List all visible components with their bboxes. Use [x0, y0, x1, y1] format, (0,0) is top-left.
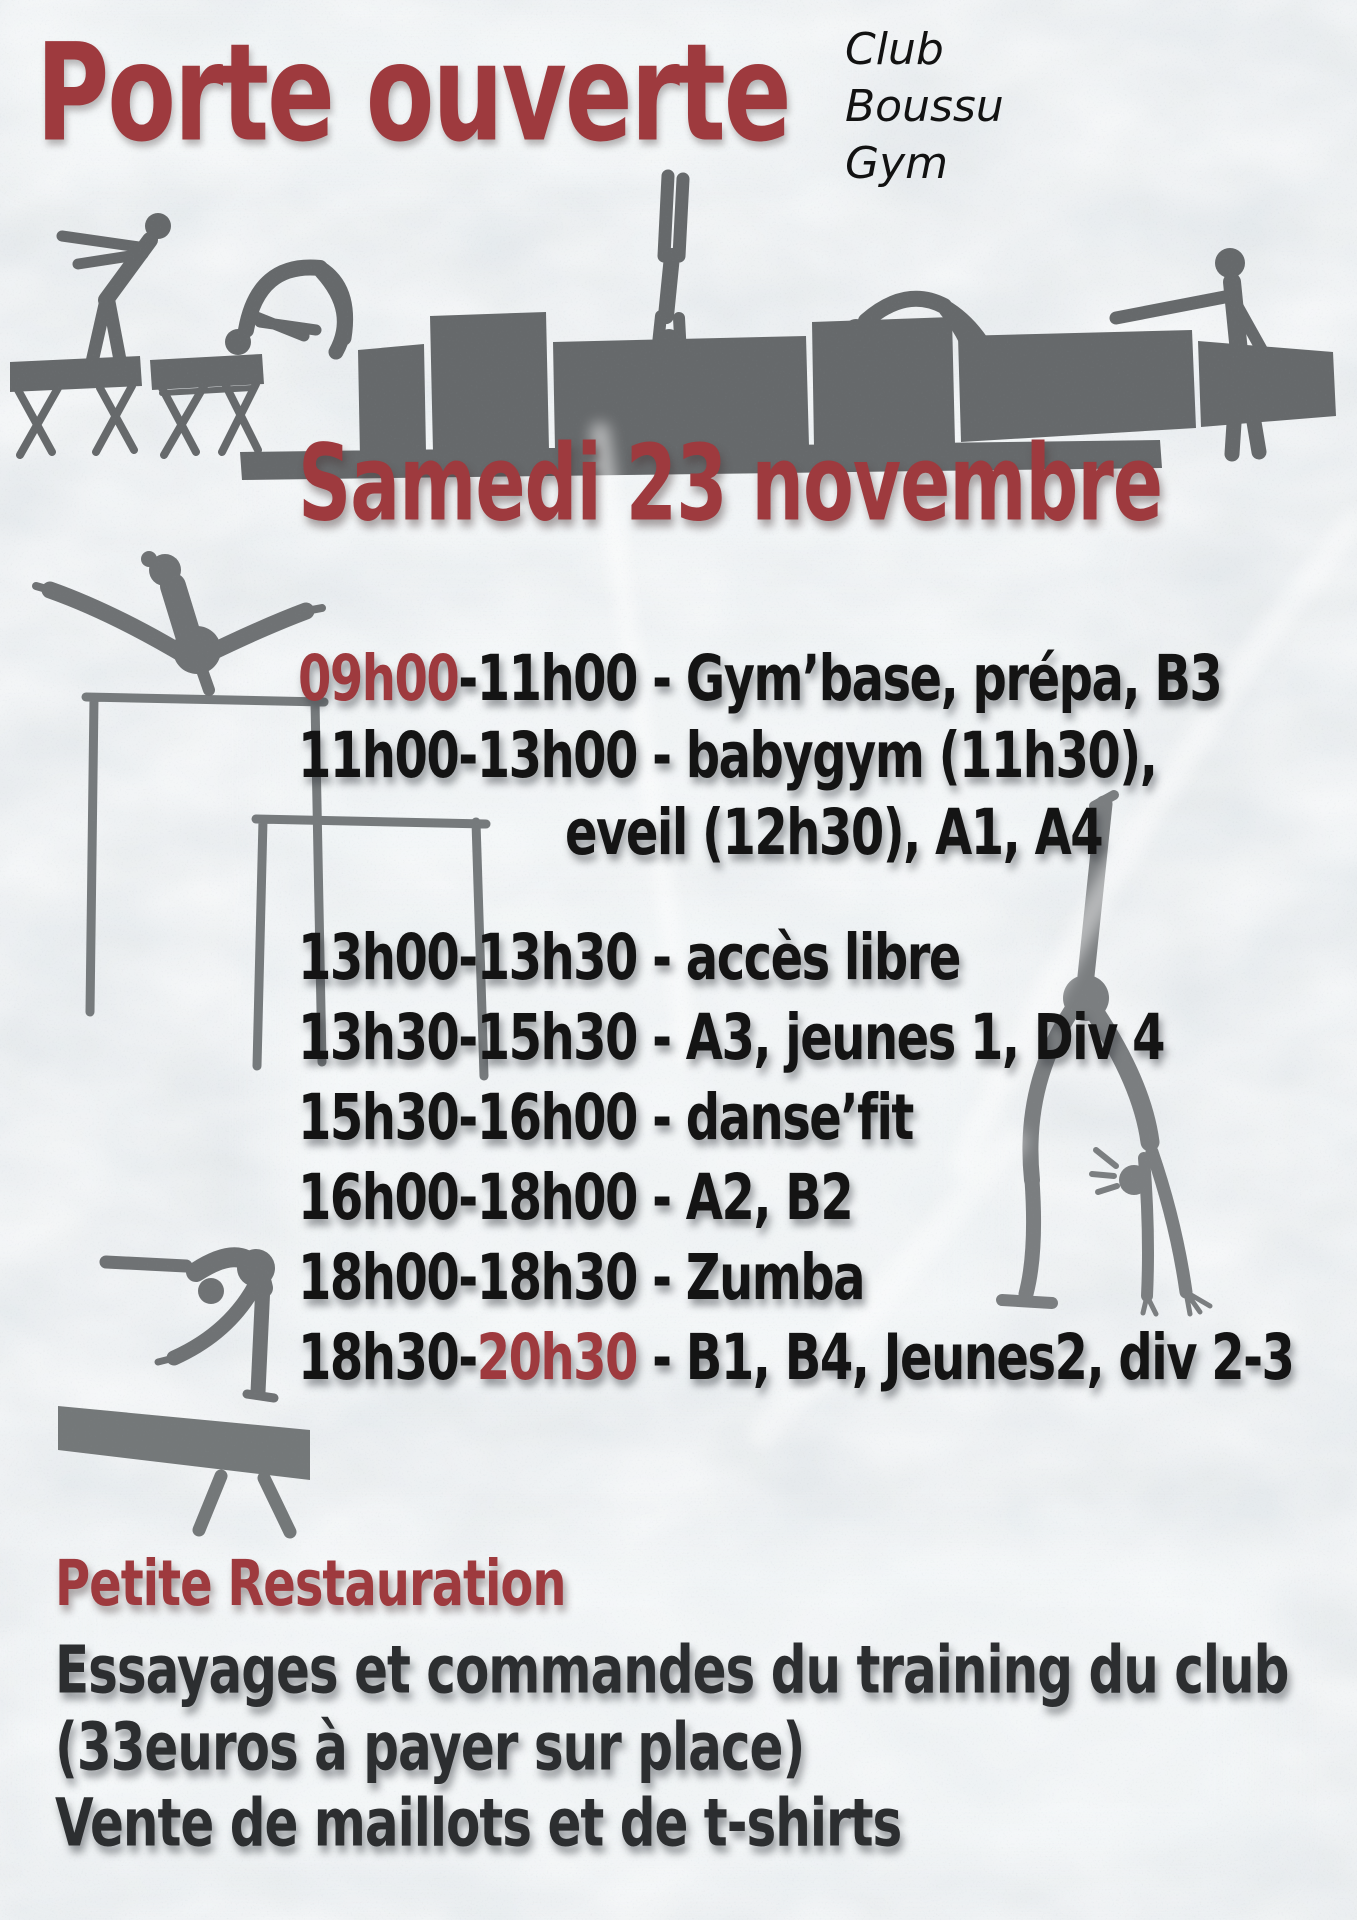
footer-line: Essayages et commandes du training du club: [55, 1632, 1289, 1709]
club-name-line: Gym: [845, 138, 948, 189]
club-name-line: Club: [845, 24, 944, 75]
schedule-text: - B1, B4, Jeunes2, div 2-3: [636, 1321, 1294, 1395]
schedule-row: [298, 642, 1221, 716]
schedule-text: 13h30-15h30 - A3, jeunes 1, Div 4: [298, 1001, 1165, 1075]
schedule-row-continuation: [565, 796, 1102, 870]
schedule-row: [298, 1081, 913, 1155]
footer-heading: Petite Restauration: [55, 1547, 566, 1621]
schedule-text: 18h00-18h30 - Zumba: [298, 1241, 865, 1315]
schedule-time-highlight: 20h30: [476, 1321, 637, 1395]
schedule-row: [298, 1241, 864, 1315]
schedule-row: [298, 921, 960, 995]
schedule-row: [298, 1321, 1293, 1395]
schedule-time-highlight: 09h00: [298, 642, 459, 716]
schedule-text: 13h00-13h30 - accès libre: [298, 921, 960, 995]
schedule-row: [298, 719, 1156, 793]
schedule-text: 16h00-18h00 - A2, B2: [298, 1161, 853, 1235]
schedule-text: 11h00-13h00 - babygym (11h30),: [298, 719, 1157, 793]
schedule-text: 18h30-: [298, 1321, 477, 1395]
schedule-text: -11h00 - Gym’base, prépa, B3: [458, 642, 1222, 716]
schedule-row: [298, 1001, 1164, 1075]
schedule-row: [298, 1161, 852, 1235]
schedule-text: 15h30-16h00 - danse’fit: [298, 1081, 913, 1155]
date-heading: Samedi 23 novembre: [298, 423, 1163, 546]
schedule-text: eveil (12h30), A1, A4: [565, 796, 1103, 870]
club-name: [845, 21, 1004, 192]
poster-title: Porte ouverte: [36, 14, 790, 172]
footer-line: (33euros à payer sur place): [55, 1709, 805, 1786]
footer-line: Vente de maillots et de t-shirts: [55, 1785, 902, 1862]
club-name-line: Boussu: [845, 81, 1004, 132]
